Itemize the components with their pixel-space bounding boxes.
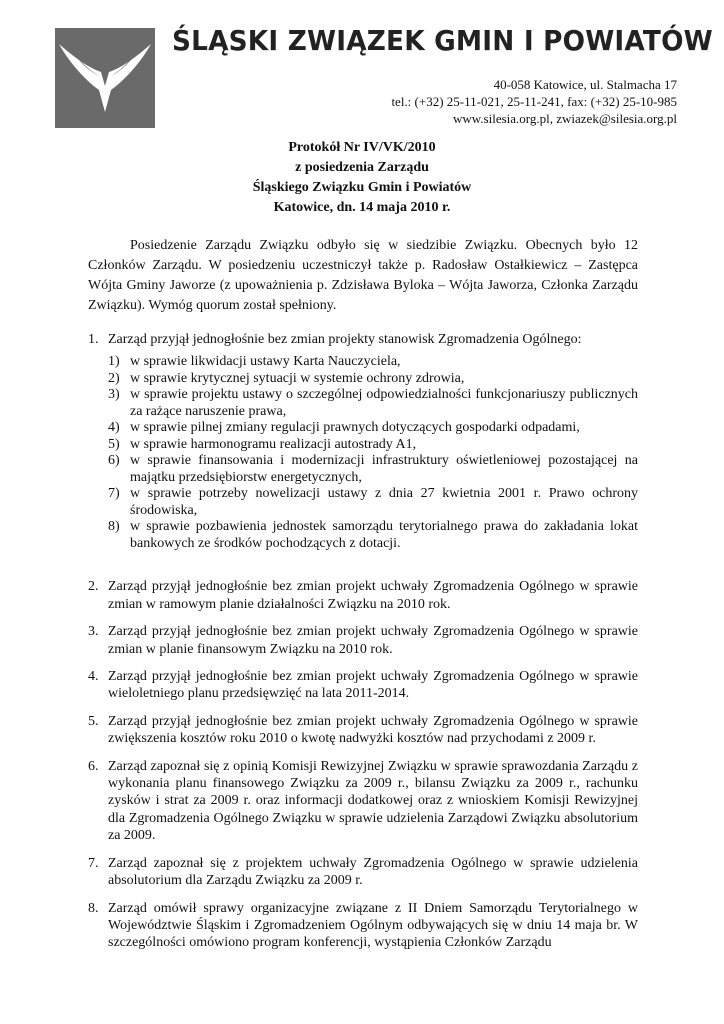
- item-number: 1.: [88, 332, 99, 347]
- item-text: Zarząd przyjął jednogłośnie bez zmian projekt uchwały Zgromadzenia Ogólnego w sprawie zmian w ramowym planie działalności Związku na 2010 rok.: [108, 579, 638, 612]
- sub-item-number: 7): [108, 486, 120, 502]
- sub-list-item: [108, 387, 638, 420]
- document-title: [0, 138, 724, 218]
- sub-item-number: 5): [108, 436, 120, 452]
- sub-list-item: [108, 354, 638, 371]
- item-text: Zarząd zapoznał się z projektem uchwały Zgromadzenia Ogólnego w sprawie udzielenia absolutorium dla Zarządu Związku za 2009 r.: [108, 855, 638, 889]
- sub-item-number: 3): [108, 387, 120, 403]
- sub-item-number: 1): [108, 354, 120, 370]
- list-item: [88, 623, 638, 658]
- item-number: 4.: [88, 669, 99, 685]
- sub-item-text: w sprawie projektu ustawy o szczególnej odpowiedzialności funkcjonariuszy publicznych za rażące naruszenie prawa,: [130, 387, 638, 419]
- list-item: [88, 758, 638, 845]
- item-text: Zarząd zapoznał się z opinią Komisji Rewizyjnej Związku w sprawie sprawozdania Zarządu z wykonania planu finansowego Związku za 2009 r., bilansu Związku za 2009 r., rachunku zysków i strat za 2009 r. oraz informacji dodatkowej oraz z wnioskiem Komisji Rewizyjnej dla Zgromadzenia Ogólnego Związku w sprawie udzielenia Zarządowi Związku absolutorium za 2009.: [108, 758, 638, 844]
- wings-logo-icon: [55, 28, 155, 128]
- sub-item-text: w sprawie pozbawienia jednostek samorządu terytorialnego prawa do zakładania lokat bankowych ze środków pochodzących z dotacji.: [130, 519, 638, 551]
- title-line-1: Protokół Nr IV/VK/2010: [288, 140, 436, 155]
- list-item: [88, 578, 638, 613]
- list-item: [88, 331, 638, 552]
- sub-list-item: [108, 453, 638, 486]
- item-number: 3.: [88, 624, 99, 640]
- item-text: Zarząd przyjął jednogłośnie bez zmian projekty stanowisk Zgromadzenia Ogólnego:: [108, 332, 582, 347]
- org-logo: [55, 28, 155, 128]
- sub-item-text: w sprawie pilnej zmiany regulacji prawnych dotyczących gospodarki odpadami,: [130, 420, 580, 436]
- sub-list-item: [108, 420, 638, 437]
- item-text: Zarząd przyjął jednogłośnie bez zmian projekt uchwały Zgromadzenia Ogólnego w sprawie wieloletniego planu przedsięwzięć na lata 2011-2014.: [108, 669, 638, 702]
- item-number: 8.: [88, 900, 99, 916]
- list-item: [88, 668, 638, 703]
- sub-item-text: w sprawie harmonogramu realizacji autostrady A1,: [130, 436, 417, 452]
- sub-item-number: 8): [108, 519, 120, 535]
- item-number: 6.: [88, 758, 99, 774]
- sub-item-number: 6): [108, 453, 120, 469]
- list-item: [88, 855, 638, 890]
- sub-item-text: w sprawie potrzeby nowelizacji ustawy z dnia 27 kwietnia 2001 r. Prawo ochrony środowiska,: [130, 486, 638, 518]
- sub-item-text: w sprawie likwidacji ustawy Karta Nauczyciela,: [130, 354, 401, 370]
- list-item: [88, 900, 638, 952]
- title-line-2: z posiedzenia Zarządu: [295, 160, 429, 175]
- sub-list-item: [108, 437, 638, 454]
- title-line-3: Śląskiego Związku Gmin i Powiatów: [252, 180, 472, 195]
- contact-block: [391, 76, 677, 127]
- sub-list-item: [108, 486, 638, 519]
- phone-fax: tel.: (+32) 25-11-021, 25-11-241, fax: (+32) 25-10-985: [391, 94, 677, 109]
- item-text: Zarząd omówił sprawy organizacyjne związane z II Dniem Samorządu Terytorialnego w Województwie Śląskim i Zgromadzeniem Ogólnym odbywających się w dniu 14 maja br. W szczególności omówiono program konferencji, wystąpienia Członków Zarządu: [108, 900, 638, 951]
- sub-list-item: [108, 519, 638, 552]
- sub-list-item: [108, 371, 638, 388]
- item-text: Zarząd przyjął jednogłośnie bez zmian projekt uchwały Zgromadzenia Ogólnego w sprawie zwiększenia kosztów roku 2010 o kwotę nadwyżki kosztów nad przychodami z 2009 r.: [108, 713, 638, 747]
- sub-item-text: w sprawie krytycznej sytuacji w systemie ochrony zdrowia,: [130, 370, 465, 386]
- item-text: Zarząd przyjął jednogłośnie bez zmian projekt uchwały Zgromadzenia Ogólnego w sprawie zmian w planie finansowym Związku na 2010 rok.: [108, 624, 638, 657]
- positions-sublist: [108, 354, 638, 552]
- item-number: 5.: [88, 713, 99, 729]
- org-name: ŚLĄSKI ZWIĄZEK GMIN I POWIATÓW: [172, 24, 713, 57]
- item-number: 2.: [88, 579, 99, 595]
- title-line-4: Katowice, dn. 14 maja 2010 r.: [273, 200, 451, 215]
- address: 40-058 Katowice, ul. Stalmacha 17: [493, 77, 677, 92]
- sub-item-number: 4): [108, 420, 120, 436]
- intro-paragraph: Posiedzenie Zarządu Związku odbyło się w siedzibie Związku. Obecnych było 12 Członków Zarządu. W posiedzeniu uczestniczył także p. Radosław Ostałkiewicz – Zastępca Wójta Gminy Jaworze (z upoważnienia p. Zdzisława Byloka – Wójta Jaworza, Członka Zarządu Związku). Wymóg quorum został spełniony.: [88, 238, 638, 313]
- sub-item-text: w sprawie finansowania i modernizacji infrastruktury oświetleniowej pozostającej na majątku przedsiębiorstw energetycznych,: [130, 453, 638, 485]
- web-email: www.silesia.org.pl, zwiazek@silesia.org.pl: [452, 111, 677, 126]
- item-number: 7.: [88, 855, 99, 871]
- list-item: [88, 713, 638, 748]
- resolutions-list: [88, 331, 638, 952]
- sub-item-number: 2): [108, 370, 120, 386]
